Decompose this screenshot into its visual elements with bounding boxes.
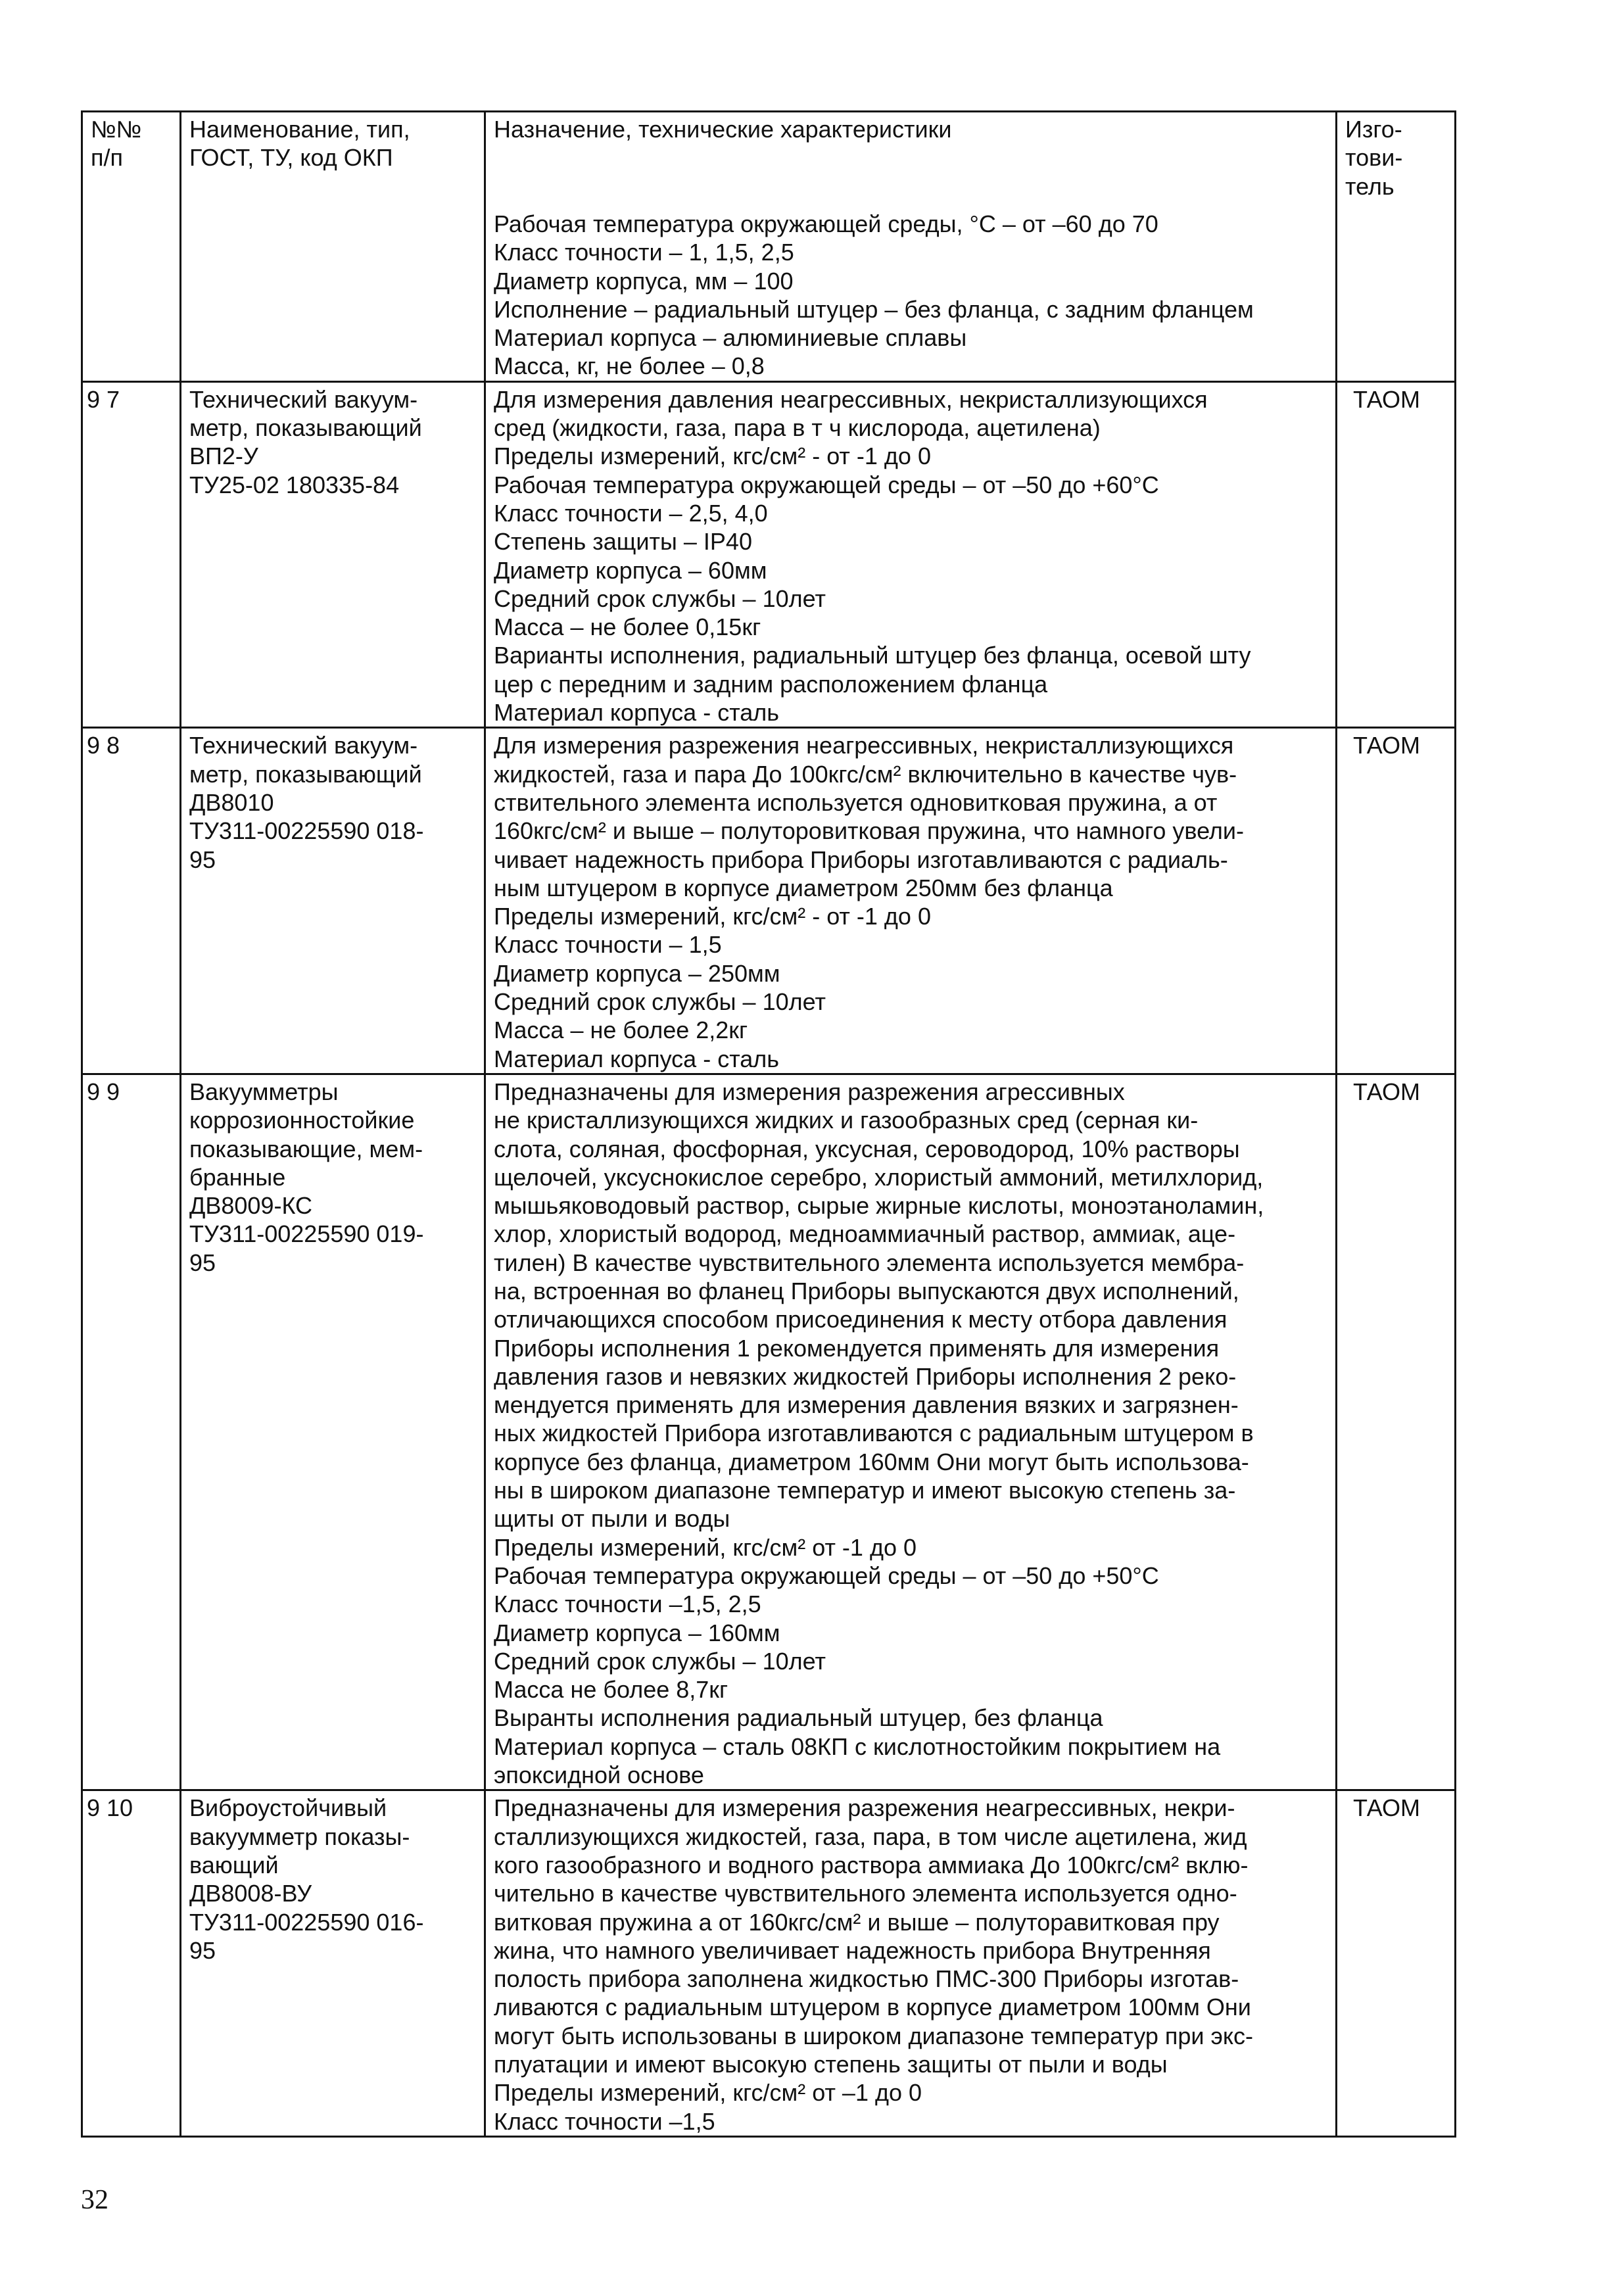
product-name-line: 95: [189, 846, 216, 873]
continued-name-cell: [181, 207, 485, 381]
product-name-line: ДВ8010: [189, 788, 274, 816]
purpose-line: Предназначены для измерения разрежения неагрессивных, некри-: [494, 1794, 1235, 1822]
row-number-cell: [82, 1074, 181, 1790]
purpose-line: корпусе без фланца, диаметром 160мм Они могут быть использова-: [494, 1448, 1249, 1475]
purpose-line: сред (жидкости, газа, пара в т ч кислорода, ацетилена): [494, 414, 1101, 442]
continued-line: Диаметр корпуса, мм – 100: [494, 267, 794, 295]
purpose-line: Степень защиты – IP40: [494, 528, 752, 556]
table-row: [82, 1074, 1456, 1790]
purpose-line: Класс точности – 2,5, 4,0: [494, 499, 768, 527]
continued-purpose-cell: [485, 207, 1337, 381]
purpose-line: Пределы измерений, кгс/см² - от -1 до 0: [494, 903, 931, 930]
header-maker: Изго- тови- тель: [1337, 112, 1456, 208]
product-name-line: 95: [189, 1249, 216, 1276]
purpose-cell: [485, 1790, 1337, 2137]
purpose-line: Диаметр корпуса – 160мм: [494, 1619, 780, 1646]
row-number-cell: [82, 728, 181, 1074]
continued-line: Масса, кг, не более – 0,8: [494, 352, 765, 380]
purpose-line: Пределы измерений, кгс/см² - от -1 до 0: [494, 442, 931, 470]
purpose-line: Средний срок службы – 10лет: [494, 585, 826, 612]
purpose-line: цер с передним и задним расположением фланца: [494, 670, 1048, 698]
purpose-line: не кристаллизующихся жидких и газообразных сред (серная ки-: [494, 1107, 1199, 1134]
product-name-line: Виброустойчивый: [189, 1794, 387, 1822]
product-name-line: 95: [189, 1936, 216, 1964]
purpose-line: Пределы измерений, кгс/см² от -1 до 0: [494, 1533, 917, 1561]
purpose-line: Масса – не более 2,2кг: [494, 1016, 748, 1044]
purpose-line: тилен) В качестве чувствительного элемента используется мембра-: [494, 1249, 1245, 1276]
purpose-line: эпоксидной основе: [494, 1761, 704, 1789]
maker-name: ТАОМ: [1353, 1078, 1421, 1105]
continued-line: Материал корпуса – алюминиевые сплавы: [494, 324, 967, 352]
product-name-line: ТУ311-00225590 016-: [189, 1908, 424, 1936]
product-name-line: ТУ311-00225590 018-: [189, 817, 424, 845]
purpose-line: щиты от пыли и воды: [494, 1505, 730, 1533]
continued-num-cell: [82, 207, 181, 381]
product-name-line: бранные: [189, 1163, 286, 1191]
purpose-line: Материал корпуса - сталь: [494, 1045, 780, 1072]
product-name-line: Вакуумметры: [189, 1078, 339, 1105]
purpose-line: Масса – не более 0,15кг: [494, 613, 761, 641]
product-name-cell: [181, 1074, 485, 1790]
purpose-line: хлор, хлористый водород, медноаммиачный раствор, аммиак, аце-: [494, 1220, 1236, 1248]
purpose-line: Выранты исполнения радиальный штуцер, без фланца: [494, 1704, 1103, 1732]
product-name-line: метр, показывающий: [189, 760, 422, 788]
purpose-line: витковая пружина а от 160кгс/см² и выше – полуторавитковая пру: [494, 1908, 1220, 1936]
table-header-row: [82, 112, 1456, 208]
header-purpose: Назначение, технические характеристики: [485, 112, 1337, 208]
row-number: 9 7: [87, 385, 120, 413]
purpose-cell: [485, 1074, 1337, 1790]
continued-line: Рабочая температура окружающей среды, °С – от –60 до 70: [494, 210, 1158, 237]
purpose-line: Диаметр корпуса – 250мм: [494, 959, 780, 987]
purpose-line: ны в широком диапазоне температур и имеют высокую степень за-: [494, 1477, 1236, 1504]
table-body: [82, 207, 1456, 2136]
product-name-cell: [181, 728, 485, 1074]
table-row: [82, 728, 1456, 1074]
spec-table: [81, 110, 1456, 2138]
purpose-line: кого газообразного и водного раствора аммиака До 100кгс/см² вклю-: [494, 1851, 1249, 1878]
purpose-line: Рабочая температура окружающей среды – от –50 до +60°С: [494, 471, 1159, 498]
continued-maker-cell: [1337, 207, 1456, 381]
purpose-line: Класс точности –1,5, 2,5: [494, 1590, 761, 1618]
purpose-line: чивает надежность прибора Приборы изготавливаются с радиаль-: [494, 846, 1228, 873]
product-name-line: коррозионностойкие: [189, 1107, 415, 1134]
maker-cell: [1337, 381, 1456, 728]
product-name-line: ДВ8009-КС: [189, 1192, 313, 1220]
product-name-cell: [181, 381, 485, 728]
product-name-line: вающий: [189, 1851, 279, 1878]
continued-line: Исполнение – радиальный штуцер – без фланца, с задним фланцем: [494, 295, 1254, 323]
purpose-line: Средний срок службы – 10лет: [494, 988, 826, 1016]
product-name-line: ДВ8008-ВУ: [189, 1880, 312, 1907]
purpose-line: чительно в качестве чувствительного элемента используется одно-: [494, 1880, 1237, 1907]
table-row: [82, 1790, 1456, 2137]
product-name-line: показывающие, мем-: [189, 1135, 423, 1162]
maker-name: ТАОМ: [1353, 385, 1421, 413]
purpose-cell: [485, 381, 1337, 728]
purpose-line: Приборы исполнения 1 рекомендуется применять для измерения: [494, 1334, 1220, 1362]
purpose-line: Для измерения давления неагрессивных, некристаллизующихся: [494, 385, 1208, 413]
purpose-line: Масса не более 8,7кг: [494, 1676, 728, 1704]
maker-name: ТАОМ: [1353, 1794, 1421, 1822]
purpose-line: Материал корпуса - сталь: [494, 699, 780, 727]
purpose-line: Варианты исполнения, радиальный штуцер без фланца, осевой шту: [494, 642, 1251, 669]
purpose-line: полость прибора заполнена жидкостью ПМС-300 Приборы изготав-: [494, 1965, 1239, 1993]
row-number-cell: [82, 1790, 181, 2137]
purpose-line: слота, соляная, фосфорная, уксусная, сероводород, 10% растворы: [494, 1135, 1240, 1162]
product-name-cell: [181, 1790, 485, 2137]
product-name-line: вакуумметр показы-: [189, 1823, 410, 1850]
purpose-line: сталлизующихся жидкостей, газа, пара, в том числе ацетилена, жид: [494, 1823, 1247, 1850]
maker-cell: [1337, 1074, 1456, 1790]
table-row-continued: [82, 207, 1456, 381]
purpose-line: давления газов и невязких жидкостей Приборы исполнения 2 реко-: [494, 1362, 1237, 1390]
product-name-line: ВП2-У: [189, 442, 258, 470]
purpose-line: отличающихся способом присоединения к месту отбора давления: [494, 1306, 1228, 1333]
header-name: Наименование, тип, ГОСТ, ТУ, код ОКП: [181, 112, 485, 208]
product-name-line: Технический вакуум-: [189, 732, 418, 759]
page-number: 32: [81, 2185, 108, 2215]
purpose-line: Средний срок службы – 10лет: [494, 1647, 826, 1675]
header-num: №№ п/п: [82, 112, 181, 208]
row-number: 9 10: [87, 1794, 133, 1822]
row-number: 9 8: [87, 732, 120, 759]
purpose-line: жидкостей, газа и пара До 100кгс/см² включительно в качестве чув-: [494, 760, 1237, 788]
continued-line: Класс точности – 1, 1,5, 2,5: [494, 239, 794, 266]
maker-cell: [1337, 1790, 1456, 2137]
purpose-line: Пределы измерений, кгс/см² от –1 до 0: [494, 2079, 922, 2107]
purpose-line: могут быть использованы в широком диапазоне температур при экс-: [494, 2022, 1253, 2049]
product-name-line: метр, показывающий: [189, 414, 422, 442]
purpose-line: ливаются с радиальным штуцером в корпусе диаметром 100мм Они: [494, 1994, 1251, 2021]
purpose-cell: [485, 728, 1337, 1074]
product-name-line: Технический вакуум-: [189, 385, 418, 413]
purpose-line: Для измерения разрежения неагрессивных, некристаллизующихся: [494, 732, 1234, 759]
purpose-line: ным штуцером в корпусе диаметром 250мм без фланца: [494, 874, 1113, 901]
purpose-line: Рабочая температура окружающей среды – от –50 до +50°С: [494, 1562, 1159, 1589]
row-number: 9 9: [87, 1078, 120, 1105]
purpose-line: на, встроенная во фланец Приборы выпускаются двух исполнений,: [494, 1277, 1239, 1304]
purpose-line: мышьяководовый раствор, сырые жирные кислоты, моноэтаноламин,: [494, 1192, 1264, 1220]
purpose-line: Класс точности – 1,5: [494, 931, 722, 959]
purpose-line: жина, что намного увеличивает надежность прибора Внутренняя: [494, 1936, 1211, 1964]
purpose-line: ствительного элемента используется одновитковая пружина, а от: [494, 788, 1218, 816]
maker-cell: [1337, 728, 1456, 1074]
purpose-line: Предназначены для измерения разрежения агрессивных: [494, 1078, 1125, 1105]
row-number-cell: [82, 381, 181, 728]
purpose-line: 160кгс/см² и выше – полуторовитковая пружина, что намного увели-: [494, 817, 1244, 845]
purpose-line: плуатации и имеют высокую степень защиты от пыли и воды: [494, 2051, 1168, 2078]
purpose-line: мендуется применять для измерения давления вязких и загрязнен-: [494, 1391, 1239, 1419]
product-name-line: ТУ311-00225590 019-: [189, 1220, 424, 1248]
maker-name: ТАОМ: [1353, 732, 1421, 759]
purpose-line: Материал корпуса – сталь 08КП с кислотностойким покрытием на: [494, 1733, 1221, 1760]
table-row: [82, 381, 1456, 728]
purpose-line: Диаметр корпуса – 60мм: [494, 556, 767, 584]
purpose-line: щелочей, уксуснокислое серебро, хлористый аммоний, метилхлорид,: [494, 1163, 1264, 1191]
purpose-line: ных жидкостей Прибора изготавливаются с радиальным штуцером в: [494, 1420, 1254, 1447]
purpose-line: Класс точности –1,5: [494, 2107, 715, 2135]
product-name-line: ТУ25-02 180335-84: [189, 471, 400, 498]
